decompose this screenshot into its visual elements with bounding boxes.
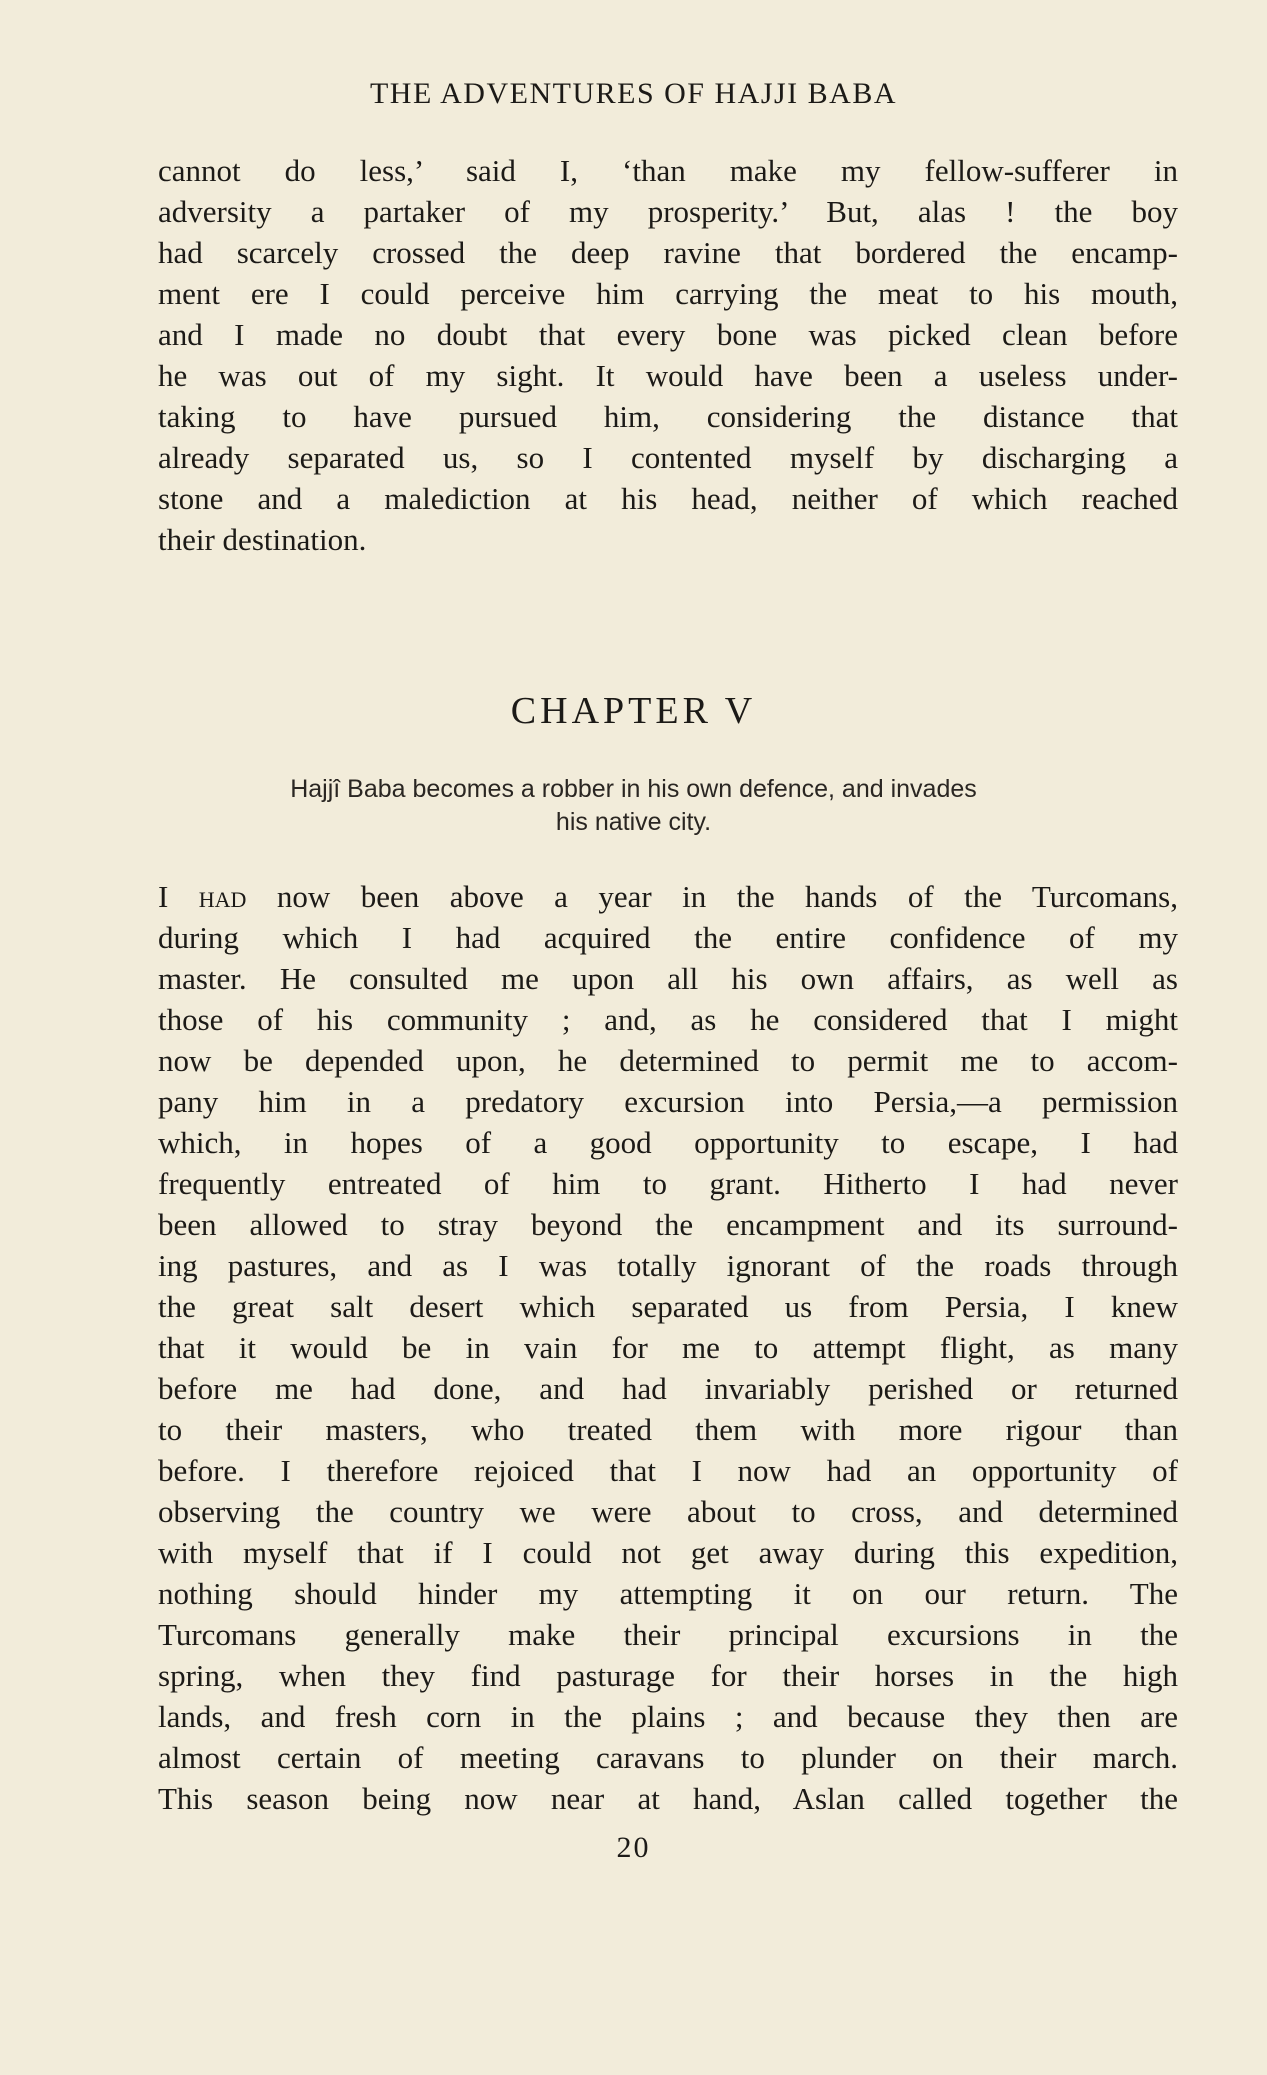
- text-line: lands, and fresh corn in the plains ; and because they then are: [158, 1699, 1178, 1734]
- opening-line: [158, 876, 1178, 917]
- chapter-title: CHAPTER V: [510, 690, 757, 732]
- text-line: with myself that if I could not get away during this expedition,: [158, 1535, 1178, 1570]
- running-head: THE ADVENTURES OF HAJJI BABA: [369, 77, 898, 110]
- text-line: ing pastures, and as I was totally ignorant of the roads through: [158, 1248, 1178, 1283]
- text-line: nothing should hinder my attempting it on our return. The: [158, 1576, 1178, 1611]
- summary-line: Hajjî Baba becomes a robber in his own defence, and invades: [290, 775, 977, 803]
- opening-smallcaps: I had: [158, 879, 247, 914]
- text-line: pany him in a predatory excursion into Persia,—a permission: [158, 1084, 1178, 1119]
- opening-line-rest: now been above a year in the hands of the Turcomans,: [246, 879, 1178, 914]
- text-line: already separated us, so I contented myself by discharging a: [158, 440, 1178, 475]
- summary-line: his native city.: [555, 808, 712, 836]
- text-line: now be depended upon, he determined to permit me to accom-: [158, 1043, 1178, 1078]
- top-paragraph: [158, 150, 1178, 560]
- text-line: the great salt desert which separated us from Persia, I knew: [158, 1289, 1178, 1324]
- chapter-summary: [0, 773, 1267, 839]
- text-line: Turcomans generally make their principal excursions in the: [158, 1617, 1178, 1652]
- text-line: This season being now near at hand, Aslan called together the: [158, 1781, 1178, 1816]
- text-line: cannot do less,’ said I, ‘than make my fellow-sufferer in: [158, 153, 1178, 188]
- text-line: stone and a malediction at his head, neither of which reached: [158, 481, 1178, 516]
- text-line: that it would be in vain for me to attempt flight, as many: [158, 1330, 1178, 1365]
- text-line: spring, when they find pasturage for their horses in the high: [158, 1658, 1178, 1693]
- text-line: before me had done, and had invariably perished or returned: [158, 1371, 1178, 1406]
- text-line: to their masters, who treated them with more rigour than: [158, 1412, 1178, 1447]
- page-number: 20: [616, 1831, 651, 1864]
- text-line: and I made no doubt that every bone was picked clean before: [158, 317, 1178, 352]
- text-line: almost certain of meeting caravans to plunder on their march.: [158, 1740, 1178, 1775]
- text-line: before. I therefore rejoiced that I now had an opportunity of: [158, 1453, 1178, 1488]
- body-paragraph: [158, 876, 1178, 1819]
- text-line: master. He consulted me upon all his own affairs, as well as: [158, 961, 1178, 996]
- text-line: adversity a partaker of my prosperity.’ But, alas ! the boy: [158, 194, 1178, 229]
- text-line: during which I had acquired the entire confidence of my: [158, 920, 1178, 955]
- text-line: those of his community ; and, as he considered that I might: [158, 1002, 1178, 1037]
- text-line: which, in hopes of a good opportunity to escape, I had: [158, 1125, 1178, 1160]
- text-line: observing the country we were about to cross, and determined: [158, 1494, 1178, 1529]
- text-line: frequently entreated of him to grant. Hitherto I had never: [158, 1166, 1178, 1201]
- text-line: ment ere I could perceive him carrying the meat to his mouth,: [158, 276, 1178, 311]
- text-line: had scarcely crossed the deep ravine that bordered the encamp-: [158, 235, 1178, 270]
- text-line: been allowed to stray beyond the encampment and its surround-: [158, 1207, 1178, 1242]
- text-line: he was out of my sight. It would have been a useless under-: [158, 358, 1178, 393]
- text-line: their destination.: [158, 522, 367, 557]
- text-line: taking to have pursued him, considering the distance that: [158, 399, 1178, 434]
